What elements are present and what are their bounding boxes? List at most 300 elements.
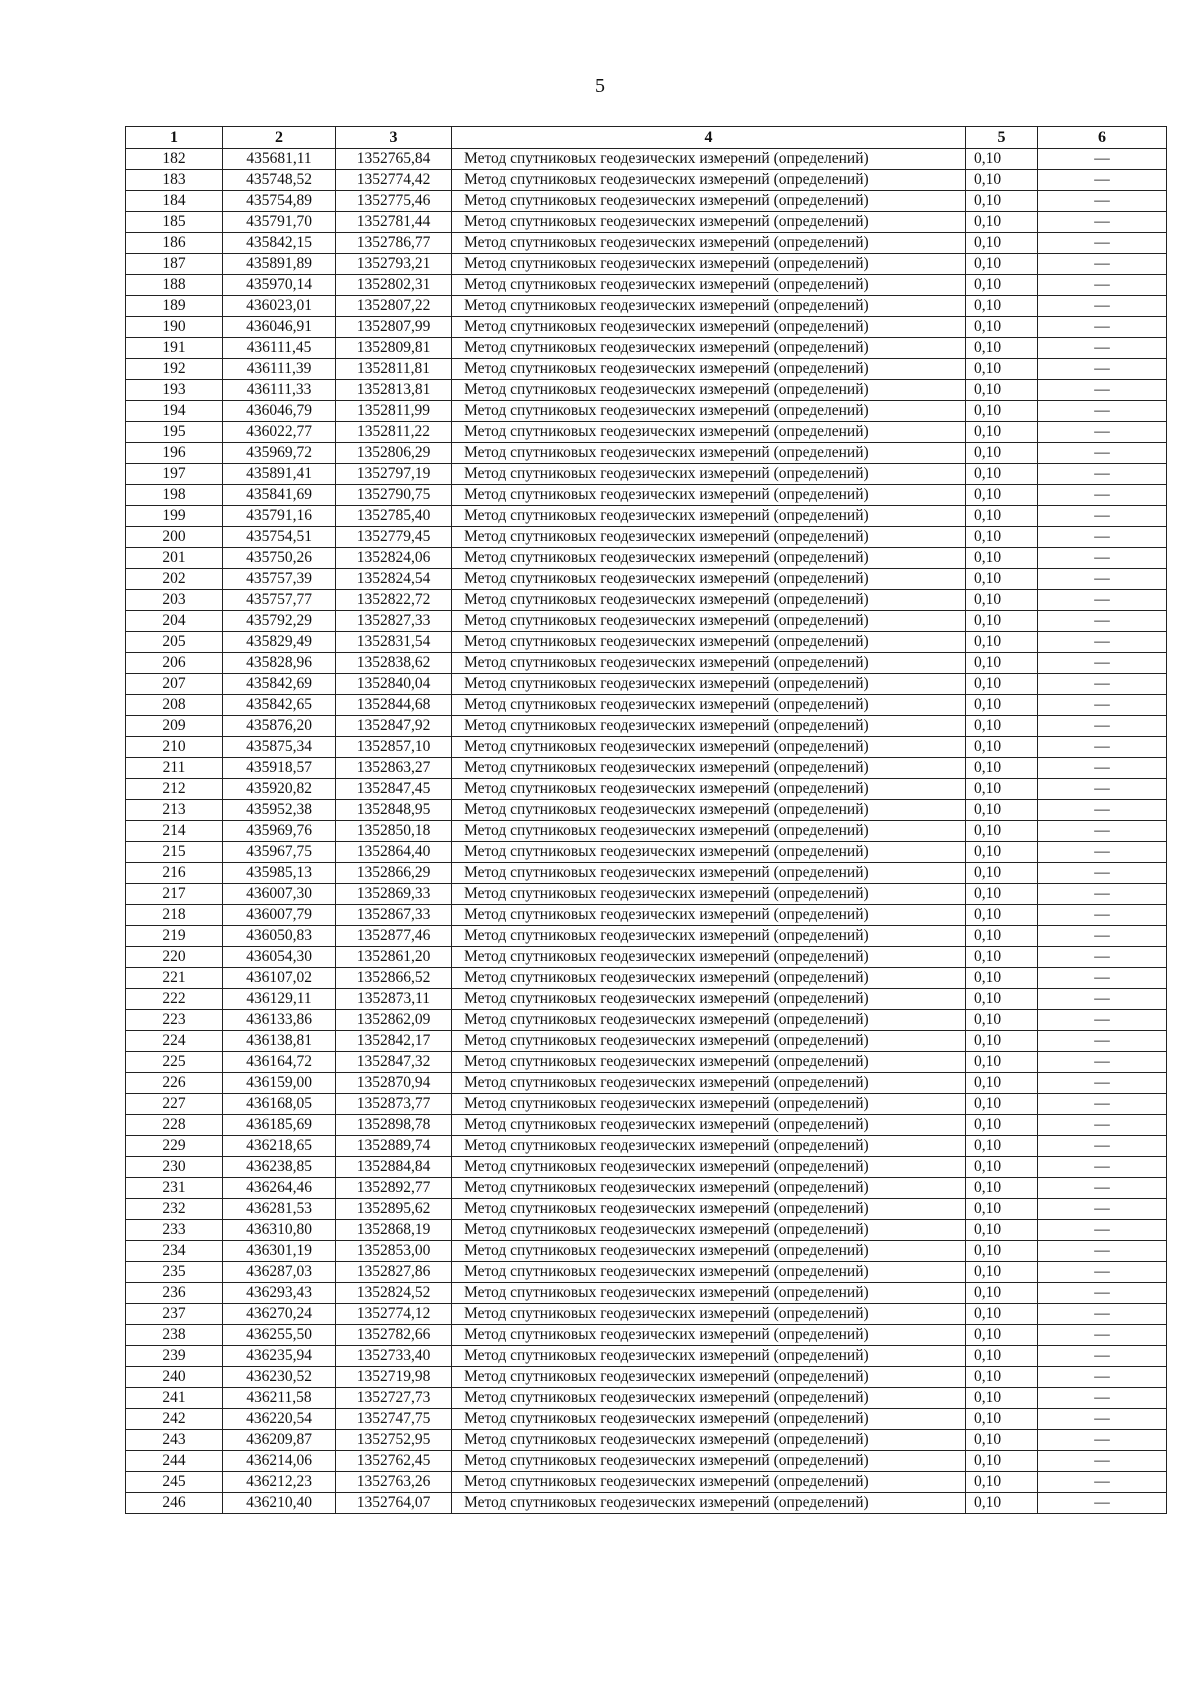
coord-y-cell: 1352763,26 xyxy=(336,1472,452,1493)
point-number-cell: 189 xyxy=(126,296,223,317)
accuracy-cell: 0,10 xyxy=(966,422,1038,443)
description-cell: — xyxy=(1038,275,1167,296)
point-number-cell: 238 xyxy=(126,1325,223,1346)
description-cell: — xyxy=(1038,149,1167,170)
table-row xyxy=(126,1031,1167,1052)
coord-y-cell: 1352764,07 xyxy=(336,1493,452,1514)
coord-x-cell: 436159,00 xyxy=(223,1073,336,1094)
accuracy-cell: 0,10 xyxy=(966,485,1038,506)
method-cell: Метод спутниковых геодезических измерений (определений) xyxy=(452,758,966,779)
table-row xyxy=(126,1451,1167,1472)
coord-y-cell: 1352762,45 xyxy=(336,1451,452,1472)
coord-x-cell: 435757,39 xyxy=(223,569,336,590)
method-cell: Метод спутниковых геодезических измерений (определений) xyxy=(452,1409,966,1430)
description-cell: — xyxy=(1038,674,1167,695)
description-cell: — xyxy=(1038,1388,1167,1409)
method-cell: Метод спутниковых геодезических измерений (определений) xyxy=(452,1157,966,1178)
accuracy-cell: 0,10 xyxy=(966,233,1038,254)
coord-x-cell: 435969,76 xyxy=(223,821,336,842)
description-cell: — xyxy=(1038,1115,1167,1136)
coord-x-cell: 436138,81 xyxy=(223,1031,336,1052)
coord-x-cell: 436054,30 xyxy=(223,947,336,968)
point-number-cell: 194 xyxy=(126,401,223,422)
point-number-cell: 217 xyxy=(126,884,223,905)
method-cell: Метод спутниковых геодезических измерений (определений) xyxy=(452,1052,966,1073)
table-row xyxy=(126,1262,1167,1283)
description-cell: — xyxy=(1038,1010,1167,1031)
table-row xyxy=(126,905,1167,926)
table-row xyxy=(126,1325,1167,1346)
description-cell: — xyxy=(1038,317,1167,338)
coord-y-cell: 1352870,94 xyxy=(336,1073,452,1094)
method-cell: Метод спутниковых геодезических измерений (определений) xyxy=(452,1031,966,1052)
table-row xyxy=(126,716,1167,737)
coord-y-cell: 1352782,66 xyxy=(336,1325,452,1346)
accuracy-cell: 0,10 xyxy=(966,779,1038,800)
header-col-5: 5 xyxy=(966,127,1038,149)
coord-y-cell: 1352831,54 xyxy=(336,632,452,653)
coord-x-cell: 436209,87 xyxy=(223,1430,336,1451)
method-cell: Метод спутниковых геодезических измерений (определений) xyxy=(452,1010,966,1031)
coord-y-cell: 1352863,27 xyxy=(336,758,452,779)
method-cell: Метод спутниковых геодезических измерений (определений) xyxy=(452,1472,966,1493)
coord-y-cell: 1352811,22 xyxy=(336,422,452,443)
coord-y-cell: 1352785,40 xyxy=(336,506,452,527)
coord-y-cell: 1352864,40 xyxy=(336,842,452,863)
coord-y-cell: 1352847,92 xyxy=(336,716,452,737)
description-cell: — xyxy=(1038,1304,1167,1325)
accuracy-cell: 0,10 xyxy=(966,212,1038,233)
method-cell: Метод спутниковых геодезических измерений (определений) xyxy=(452,632,966,653)
coord-x-cell: 436185,69 xyxy=(223,1115,336,1136)
table-row xyxy=(126,359,1167,380)
point-number-cell: 207 xyxy=(126,674,223,695)
accuracy-cell: 0,10 xyxy=(966,359,1038,380)
point-number-cell: 200 xyxy=(126,527,223,548)
point-number-cell: 226 xyxy=(126,1073,223,1094)
coord-y-cell: 1352813,81 xyxy=(336,380,452,401)
method-cell: Метод спутниковых геодезических измерений (определений) xyxy=(452,968,966,989)
coord-y-cell: 1352848,95 xyxy=(336,800,452,821)
point-number-cell: 245 xyxy=(126,1472,223,1493)
method-cell: Метод спутниковых геодезических измерений (определений) xyxy=(452,212,966,233)
accuracy-cell: 0,10 xyxy=(966,1409,1038,1430)
coord-x-cell: 435792,29 xyxy=(223,611,336,632)
coord-x-cell: 436281,53 xyxy=(223,1199,336,1220)
description-cell: — xyxy=(1038,191,1167,212)
coord-x-cell: 435918,57 xyxy=(223,758,336,779)
point-number-cell: 235 xyxy=(126,1262,223,1283)
description-cell: — xyxy=(1038,1430,1167,1451)
table-row xyxy=(126,338,1167,359)
description-cell: — xyxy=(1038,1451,1167,1472)
description-cell: — xyxy=(1038,569,1167,590)
coord-y-cell: 1352895,62 xyxy=(336,1199,452,1220)
accuracy-cell: 0,10 xyxy=(966,884,1038,905)
coord-y-cell: 1352840,04 xyxy=(336,674,452,695)
point-number-cell: 246 xyxy=(126,1493,223,1514)
method-cell: Метод спутниковых геодезических измерений (определений) xyxy=(452,821,966,842)
header-col-2: 2 xyxy=(223,127,336,149)
point-number-cell: 195 xyxy=(126,422,223,443)
coord-x-cell: 436046,91 xyxy=(223,317,336,338)
point-number-cell: 216 xyxy=(126,863,223,884)
accuracy-cell: 0,10 xyxy=(966,737,1038,758)
method-cell: Метод спутниковых геодезических измерений (определений) xyxy=(452,485,966,506)
description-cell: — xyxy=(1038,1493,1167,1514)
accuracy-cell: 0,10 xyxy=(966,1199,1038,1220)
accuracy-cell: 0,10 xyxy=(966,821,1038,842)
method-cell: Метод спутниковых геодезических измерений (определений) xyxy=(452,527,966,548)
point-number-cell: 243 xyxy=(126,1430,223,1451)
description-cell: — xyxy=(1038,842,1167,863)
point-number-cell: 222 xyxy=(126,989,223,1010)
coord-x-cell: 436111,39 xyxy=(223,359,336,380)
description-cell: — xyxy=(1038,905,1167,926)
accuracy-cell: 0,10 xyxy=(966,611,1038,632)
table-row xyxy=(126,1472,1167,1493)
description-cell: — xyxy=(1038,1472,1167,1493)
coord-x-cell: 435754,51 xyxy=(223,527,336,548)
accuracy-cell: 0,10 xyxy=(966,1451,1038,1472)
method-cell: Метод спутниковых геодезических измерений (определений) xyxy=(452,737,966,758)
method-cell: Метод спутниковых геодезических измерений (определений) xyxy=(452,674,966,695)
table-row xyxy=(126,989,1167,1010)
accuracy-cell: 0,10 xyxy=(966,1031,1038,1052)
table-row xyxy=(126,527,1167,548)
table-row xyxy=(126,1220,1167,1241)
table-row xyxy=(126,1073,1167,1094)
point-number-cell: 224 xyxy=(126,1031,223,1052)
description-cell: — xyxy=(1038,485,1167,506)
accuracy-cell: 0,10 xyxy=(966,1472,1038,1493)
coord-x-cell: 436214,06 xyxy=(223,1451,336,1472)
point-number-cell: 242 xyxy=(126,1409,223,1430)
table-row xyxy=(126,170,1167,191)
table-row xyxy=(126,1115,1167,1136)
accuracy-cell: 0,10 xyxy=(966,716,1038,737)
table-row xyxy=(126,1010,1167,1031)
point-number-cell: 202 xyxy=(126,569,223,590)
point-number-cell: 233 xyxy=(126,1220,223,1241)
method-cell: Метод спутниковых геодезических измерений (определений) xyxy=(452,716,966,737)
point-number-cell: 209 xyxy=(126,716,223,737)
description-cell: — xyxy=(1038,1262,1167,1283)
point-number-cell: 204 xyxy=(126,611,223,632)
accuracy-cell: 0,10 xyxy=(966,191,1038,212)
accuracy-cell: 0,10 xyxy=(966,590,1038,611)
table-body xyxy=(126,149,1167,1514)
description-cell: — xyxy=(1038,1199,1167,1220)
method-cell: Метод спутниковых геодезических измерений (определений) xyxy=(452,947,966,968)
coord-x-cell: 436301,19 xyxy=(223,1241,336,1262)
coord-x-cell: 435891,41 xyxy=(223,464,336,485)
method-cell: Метод спутниковых геодезических измерений (определений) xyxy=(452,1241,966,1262)
method-cell: Метод спутниковых геодезических измерений (определений) xyxy=(452,233,966,254)
table-row xyxy=(126,1052,1167,1073)
method-cell: Метод спутниковых геодезических измерений (определений) xyxy=(452,1094,966,1115)
point-number-cell: 187 xyxy=(126,254,223,275)
table-row xyxy=(126,296,1167,317)
coord-x-cell: 436107,02 xyxy=(223,968,336,989)
method-cell: Метод спутниковых геодезических измерений (определений) xyxy=(452,380,966,401)
table-row xyxy=(126,422,1167,443)
accuracy-cell: 0,10 xyxy=(966,1178,1038,1199)
method-cell: Метод спутниковых геодезических измерений (определений) xyxy=(452,989,966,1010)
description-cell: — xyxy=(1038,254,1167,275)
accuracy-cell: 0,10 xyxy=(966,968,1038,989)
table-row xyxy=(126,1136,1167,1157)
coord-y-cell: 1352866,29 xyxy=(336,863,452,884)
coord-x-cell: 436310,80 xyxy=(223,1220,336,1241)
point-number-cell: 210 xyxy=(126,737,223,758)
coord-y-cell: 1352861,20 xyxy=(336,947,452,968)
description-cell: — xyxy=(1038,359,1167,380)
table-row xyxy=(126,947,1167,968)
table-row xyxy=(126,1199,1167,1220)
description-cell: — xyxy=(1038,1325,1167,1346)
coord-y-cell: 1352824,06 xyxy=(336,548,452,569)
description-cell: — xyxy=(1038,653,1167,674)
coord-x-cell: 436168,05 xyxy=(223,1094,336,1115)
coord-y-cell: 1352862,09 xyxy=(336,1010,452,1031)
coord-y-cell: 1352790,75 xyxy=(336,485,452,506)
accuracy-cell: 0,10 xyxy=(966,863,1038,884)
point-number-cell: 186 xyxy=(126,233,223,254)
accuracy-cell: 0,10 xyxy=(966,1052,1038,1073)
method-cell: Метод спутниковых геодезических измерений (определений) xyxy=(452,590,966,611)
coordinates-table xyxy=(125,126,1167,1514)
coord-x-cell: 436211,58 xyxy=(223,1388,336,1409)
table-row xyxy=(126,695,1167,716)
coord-y-cell: 1352727,73 xyxy=(336,1388,452,1409)
table-row xyxy=(126,1304,1167,1325)
coord-x-cell: 436129,11 xyxy=(223,989,336,1010)
coord-x-cell: 436007,30 xyxy=(223,884,336,905)
coord-x-cell: 435876,20 xyxy=(223,716,336,737)
method-cell: Метод спутниковых геодезических измерений (определений) xyxy=(452,1073,966,1094)
coord-y-cell: 1352797,19 xyxy=(336,464,452,485)
accuracy-cell: 0,10 xyxy=(966,1304,1038,1325)
coord-x-cell: 435841,69 xyxy=(223,485,336,506)
point-number-cell: 236 xyxy=(126,1283,223,1304)
point-number-cell: 193 xyxy=(126,380,223,401)
method-cell: Метод спутниковых геодезических измерений (определений) xyxy=(452,254,966,275)
table-row xyxy=(126,1241,1167,1262)
coord-y-cell: 1352827,86 xyxy=(336,1262,452,1283)
method-cell: Метод спутниковых геодезических измерений (определений) xyxy=(452,1388,966,1409)
description-cell: — xyxy=(1038,632,1167,653)
coord-y-cell: 1352793,21 xyxy=(336,254,452,275)
accuracy-cell: 0,10 xyxy=(966,800,1038,821)
accuracy-cell: 0,10 xyxy=(966,317,1038,338)
method-cell: Метод спутниковых геодезических измерений (определений) xyxy=(452,1451,966,1472)
point-number-cell: 218 xyxy=(126,905,223,926)
coord-x-cell: 436022,77 xyxy=(223,422,336,443)
coord-x-cell: 436264,46 xyxy=(223,1178,336,1199)
coord-y-cell: 1352892,77 xyxy=(336,1178,452,1199)
coord-y-cell: 1352781,44 xyxy=(336,212,452,233)
point-number-cell: 206 xyxy=(126,653,223,674)
description-cell: — xyxy=(1038,1367,1167,1388)
accuracy-cell: 0,10 xyxy=(966,1241,1038,1262)
coord-x-cell: 435791,16 xyxy=(223,506,336,527)
accuracy-cell: 0,10 xyxy=(966,632,1038,653)
description-cell: — xyxy=(1038,380,1167,401)
description-cell: — xyxy=(1038,1346,1167,1367)
coord-x-cell: 436238,85 xyxy=(223,1157,336,1178)
coord-y-cell: 1352809,81 xyxy=(336,338,452,359)
coord-y-cell: 1352779,45 xyxy=(336,527,452,548)
point-number-cell: 223 xyxy=(126,1010,223,1031)
coord-y-cell: 1352775,46 xyxy=(336,191,452,212)
method-cell: Метод спутниковых геодезических измерений (определений) xyxy=(452,317,966,338)
coord-x-cell: 435985,13 xyxy=(223,863,336,884)
table-row xyxy=(126,191,1167,212)
coord-y-cell: 1352824,54 xyxy=(336,569,452,590)
coord-y-cell: 1352807,22 xyxy=(336,296,452,317)
coord-x-cell: 436287,03 xyxy=(223,1262,336,1283)
coord-y-cell: 1352733,40 xyxy=(336,1346,452,1367)
accuracy-cell: 0,10 xyxy=(966,569,1038,590)
point-number-cell: 188 xyxy=(126,275,223,296)
method-cell: Метод спутниковых геодезических измерений (определений) xyxy=(452,884,966,905)
method-cell: Метод спутниковых геодезических измерений (определений) xyxy=(452,863,966,884)
coord-x-cell: 435842,65 xyxy=(223,695,336,716)
accuracy-cell: 0,10 xyxy=(966,1325,1038,1346)
coord-x-cell: 436111,45 xyxy=(223,338,336,359)
header-col-3: 3 xyxy=(336,127,452,149)
method-cell: Метод спутниковых геодезических измерений (определений) xyxy=(452,653,966,674)
point-number-cell: 197 xyxy=(126,464,223,485)
point-number-cell: 201 xyxy=(126,548,223,569)
accuracy-cell: 0,10 xyxy=(966,905,1038,926)
coord-x-cell: 435748,52 xyxy=(223,170,336,191)
description-cell: — xyxy=(1038,926,1167,947)
description-cell: — xyxy=(1038,506,1167,527)
coord-y-cell: 1352824,52 xyxy=(336,1283,452,1304)
table-row xyxy=(126,1178,1167,1199)
table-row xyxy=(126,569,1167,590)
coord-x-cell: 436023,01 xyxy=(223,296,336,317)
accuracy-cell: 0,10 xyxy=(966,926,1038,947)
coord-x-cell: 436230,52 xyxy=(223,1367,336,1388)
table-row xyxy=(126,254,1167,275)
coord-x-cell: 436133,86 xyxy=(223,1010,336,1031)
accuracy-cell: 0,10 xyxy=(966,674,1038,695)
coord-x-cell: 435952,38 xyxy=(223,800,336,821)
method-cell: Метод спутниковых геодезических измерений (определений) xyxy=(452,443,966,464)
method-cell: Метод спутниковых геодезических измерений (определений) xyxy=(452,1262,966,1283)
method-cell: Метод спутниковых геодезических измерений (определений) xyxy=(452,905,966,926)
method-cell: Метод спутниковых геодезических измерений (определений) xyxy=(452,1367,966,1388)
coord-x-cell: 436050,83 xyxy=(223,926,336,947)
point-number-cell: 241 xyxy=(126,1388,223,1409)
coord-y-cell: 1352811,99 xyxy=(336,401,452,422)
table-row xyxy=(126,1493,1167,1514)
coord-x-cell: 436164,72 xyxy=(223,1052,336,1073)
accuracy-cell: 0,10 xyxy=(966,275,1038,296)
accuracy-cell: 0,10 xyxy=(966,1367,1038,1388)
description-cell: — xyxy=(1038,863,1167,884)
accuracy-cell: 0,10 xyxy=(966,506,1038,527)
coord-y-cell: 1352867,33 xyxy=(336,905,452,926)
coord-y-cell: 1352719,98 xyxy=(336,1367,452,1388)
method-cell: Метод спутниковых геодезических измерений (определений) xyxy=(452,548,966,569)
description-cell: — xyxy=(1038,1409,1167,1430)
description-cell: — xyxy=(1038,884,1167,905)
coord-y-cell: 1352877,46 xyxy=(336,926,452,947)
method-cell: Метод спутниковых геодезических измерений (определений) xyxy=(452,338,966,359)
description-cell: — xyxy=(1038,821,1167,842)
description-cell: — xyxy=(1038,527,1167,548)
accuracy-cell: 0,10 xyxy=(966,254,1038,275)
description-cell: — xyxy=(1038,947,1167,968)
point-number-cell: 220 xyxy=(126,947,223,968)
coord-x-cell: 435970,14 xyxy=(223,275,336,296)
method-cell: Метод спутниковых геодезических измерений (определений) xyxy=(452,506,966,527)
description-cell: — xyxy=(1038,1031,1167,1052)
description-cell: — xyxy=(1038,296,1167,317)
coord-y-cell: 1352827,33 xyxy=(336,611,452,632)
accuracy-cell: 0,10 xyxy=(966,695,1038,716)
coord-y-cell: 1352844,68 xyxy=(336,695,452,716)
table-row xyxy=(126,968,1167,989)
method-cell: Метод спутниковых геодезических измерений (определений) xyxy=(452,275,966,296)
page-number: 5 xyxy=(595,75,605,97)
accuracy-cell: 0,10 xyxy=(966,1220,1038,1241)
accuracy-cell: 0,10 xyxy=(966,1346,1038,1367)
point-number-cell: 240 xyxy=(126,1367,223,1388)
table-row xyxy=(126,1388,1167,1409)
description-cell: — xyxy=(1038,212,1167,233)
accuracy-cell: 0,10 xyxy=(966,338,1038,359)
method-cell: Метод спутниковых геодезических измерений (определений) xyxy=(452,1325,966,1346)
coord-x-cell: 436210,40 xyxy=(223,1493,336,1514)
point-number-cell: 237 xyxy=(126,1304,223,1325)
method-cell: Метод спутниковых геодезических измерений (определений) xyxy=(452,191,966,212)
description-cell: — xyxy=(1038,1178,1167,1199)
coord-y-cell: 1352898,78 xyxy=(336,1115,452,1136)
accuracy-cell: 0,10 xyxy=(966,1283,1038,1304)
coord-x-cell: 436270,24 xyxy=(223,1304,336,1325)
point-number-cell: 213 xyxy=(126,800,223,821)
table-row xyxy=(126,653,1167,674)
method-cell: Метод спутниковых геодезических измерений (определений) xyxy=(452,1178,966,1199)
table-row xyxy=(126,380,1167,401)
description-cell: — xyxy=(1038,758,1167,779)
point-number-cell: 228 xyxy=(126,1115,223,1136)
coord-y-cell: 1352842,17 xyxy=(336,1031,452,1052)
coord-y-cell: 1352868,19 xyxy=(336,1220,452,1241)
method-cell: Метод спутниковых геодезических измерений (определений) xyxy=(452,401,966,422)
description-cell: — xyxy=(1038,1157,1167,1178)
accuracy-cell: 0,10 xyxy=(966,947,1038,968)
method-cell: Метод спутниковых геодезических измерений (определений) xyxy=(452,1346,966,1367)
point-number-cell: 227 xyxy=(126,1094,223,1115)
point-number-cell: 234 xyxy=(126,1241,223,1262)
accuracy-cell: 0,10 xyxy=(966,527,1038,548)
point-number-cell: 212 xyxy=(126,779,223,800)
point-number-cell: 203 xyxy=(126,590,223,611)
accuracy-cell: 0,10 xyxy=(966,170,1038,191)
coord-y-cell: 1352873,77 xyxy=(336,1094,452,1115)
point-number-cell: 205 xyxy=(126,632,223,653)
method-cell: Метод спутниковых геодезических измерений (определений) xyxy=(452,359,966,380)
table-row xyxy=(126,233,1167,254)
table-row xyxy=(126,1346,1167,1367)
method-cell: Метод спутниковых геодезических измерений (определений) xyxy=(452,611,966,632)
